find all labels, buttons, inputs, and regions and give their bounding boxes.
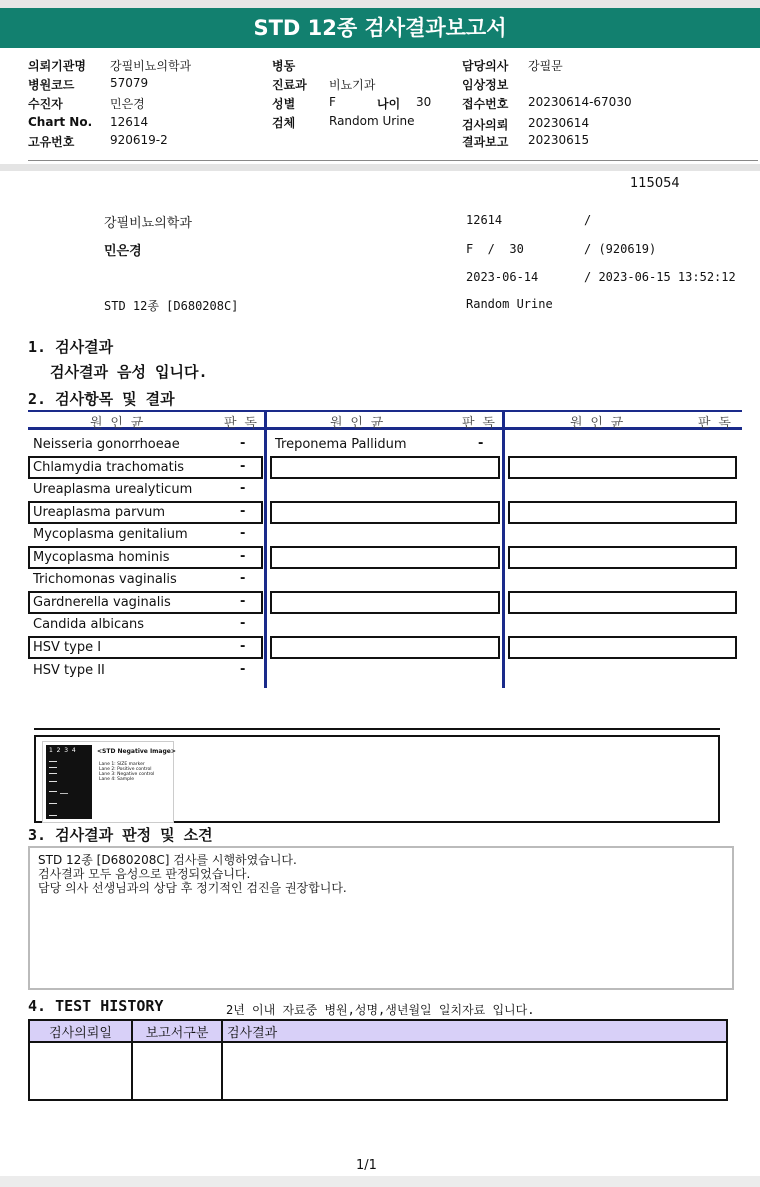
gel-legend-item: Lane 1: SIZE marker: [99, 762, 145, 767]
column-divider: [264, 410, 267, 688]
divider: [34, 728, 720, 730]
row-box: [508, 456, 737, 479]
header-label: 검체: [272, 116, 296, 130]
row-box: [508, 501, 737, 524]
header-label: 병원코드: [28, 78, 75, 92]
patient-name: 민은경: [104, 244, 142, 259]
gel-title: <STD Negative Image>: [97, 748, 176, 755]
gel-lane-numbers: 1 2 3 4: [49, 747, 76, 754]
comment-line: STD 12종 [D680208C] 검사를 시행하였습니다.: [38, 853, 297, 867]
header-label: 임상정보: [462, 78, 509, 92]
divider-band: [0, 164, 760, 171]
row-box: [270, 501, 500, 524]
header-value: 강필비뇨의학과: [110, 59, 192, 73]
row-box: [508, 636, 737, 659]
history-col-label: 보고서구분: [145, 1026, 209, 1041]
header-label: 의뢰기관명: [28, 59, 86, 73]
history-note: 2년 이내 자료중 병원,성명,생년월일 일치자료 입니다.: [226, 1003, 535, 1017]
header-label: 고유번호: [28, 135, 75, 149]
specimen: Random Urine: [466, 297, 553, 311]
row-box: [270, 636, 500, 659]
history-table: [28, 1019, 728, 1101]
gel-image-frame: [34, 735, 720, 823]
organism-name: Mycoplasma genitalium: [33, 527, 188, 542]
row-box: [270, 456, 500, 479]
col-head-result: 판 독: [224, 416, 257, 431]
organism-result: -: [240, 526, 246, 541]
organism-result: -: [240, 549, 246, 564]
row-box: [508, 546, 737, 569]
header-label: 성별: [272, 97, 296, 111]
row-box: [508, 591, 737, 614]
header-value: 57079: [110, 76, 149, 90]
gel-legend-item: Lane 3: Negative control: [99, 772, 155, 777]
header-value: 12614: [110, 115, 149, 129]
organism-name: Chlamydia trachomatis: [33, 460, 185, 475]
gel-legend: [99, 762, 154, 782]
header-value: 비뇨기과: [329, 78, 376, 92]
request-date: 2023-06-14: [466, 270, 539, 284]
section3-heading: 3. 검사결과 판정 및 소견: [28, 826, 213, 844]
slash: /: [584, 213, 592, 227]
organism-result: -: [240, 571, 246, 586]
row-box: [270, 591, 500, 614]
header-value: 20230614: [528, 116, 590, 130]
birth-code: / (920619): [584, 242, 657, 256]
header-value: Random Urine: [329, 114, 415, 128]
section4-heading: 4. TEST HISTORY: [28, 997, 164, 1015]
divider: [28, 160, 758, 161]
report-title: STD 12종 검사결과보고서: [0, 0, 760, 48]
result-summary: 검사결과 음성 입니다.: [50, 363, 208, 381]
row-box: [270, 546, 500, 569]
col-head-result: 판 독: [462, 416, 495, 431]
history-col-label: 검사의뢰일: [49, 1026, 112, 1041]
header-value: F: [329, 95, 336, 109]
header-value: 920619-2: [110, 133, 168, 147]
organism-result: -: [240, 504, 246, 519]
organism-name: Treponema Pallidum: [275, 437, 407, 452]
gel-legend-item: Lane 4: Sample: [99, 777, 134, 782]
sex-age: F / 30: [466, 242, 524, 256]
hospital-name: 강필비뇨의학과: [104, 216, 192, 231]
section1-heading: 1. 검사결과: [28, 338, 114, 356]
header-label: 수진자: [28, 97, 63, 111]
gel-legend-item: Lane 2: Positive control: [99, 767, 152, 772]
header-label: Chart No.: [28, 115, 93, 129]
gel-image: [42, 741, 174, 823]
col-head-name: 원 인 균: [90, 416, 144, 431]
header-label: 검사의뢰: [462, 118, 509, 132]
header-value: 30: [416, 95, 432, 109]
header-label: 진료과: [272, 78, 307, 92]
test-name: STD 12종 [D680208C]: [104, 299, 239, 313]
col-head-result: 판 독: [698, 416, 731, 431]
col-head-name: 원 인 균: [570, 416, 624, 431]
organism-name: Trichomonas vaginalis: [33, 572, 177, 587]
header-label: 병동: [272, 59, 296, 73]
history-col-label: 검사결과: [227, 1026, 278, 1041]
organism-name: HSV type I: [33, 640, 102, 655]
organism-name: Candida albicans: [33, 617, 145, 632]
chart-number: 12614: [466, 213, 503, 227]
organism-result: -: [240, 639, 246, 654]
footer-band: [0, 1176, 760, 1187]
history-col: [133, 1021, 223, 1099]
history-col: [30, 1021, 133, 1099]
gel-lanes: [46, 745, 92, 819]
organism-name: Ureaplasma parvum: [33, 505, 166, 520]
organism-result: -: [240, 662, 246, 677]
header-value: 강필문: [528, 59, 563, 73]
header-label: 접수번호: [462, 97, 509, 111]
col-head-name: 원 인 균: [330, 416, 384, 431]
organism-name: Ureaplasma urealyticum: [33, 482, 193, 497]
comment-line: 담당 의사 선생님과의 상담 후 정기적인 검진을 권장합니다.: [38, 881, 347, 895]
organism-name: Gardnerella vaginalis: [33, 595, 171, 610]
organism-name: Neisseria gonorrhoeae: [33, 437, 180, 452]
comment-line: 검사결과 모두 음성으로 판정되었습니다.: [38, 867, 251, 881]
header-value: 20230615: [528, 133, 590, 147]
organism-result: -: [240, 594, 246, 609]
column-divider: [502, 410, 505, 688]
organism-result: -: [478, 436, 484, 451]
header-label: 나이: [377, 97, 401, 111]
report-date: / 2023-06-15 13:52:12: [584, 270, 736, 284]
organism-result: -: [240, 481, 246, 496]
organism-name: Mycoplasma hominis: [33, 550, 170, 565]
organism-result: -: [240, 616, 246, 631]
organism-result: -: [240, 459, 246, 474]
header-label: 담당의사: [462, 59, 509, 73]
header-label: 결과보고: [462, 135, 509, 149]
organism-name: HSV type II: [33, 663, 105, 678]
report-code: 115054: [630, 176, 680, 191]
page-number: 1/1: [356, 1158, 377, 1173]
organism-result: -: [240, 436, 246, 451]
comment-box: [28, 846, 734, 990]
header-value: 민은경: [110, 97, 145, 111]
section2-heading: 2. 검사항목 및 결과: [28, 390, 175, 408]
header-value: 20230614-67030: [528, 95, 632, 109]
